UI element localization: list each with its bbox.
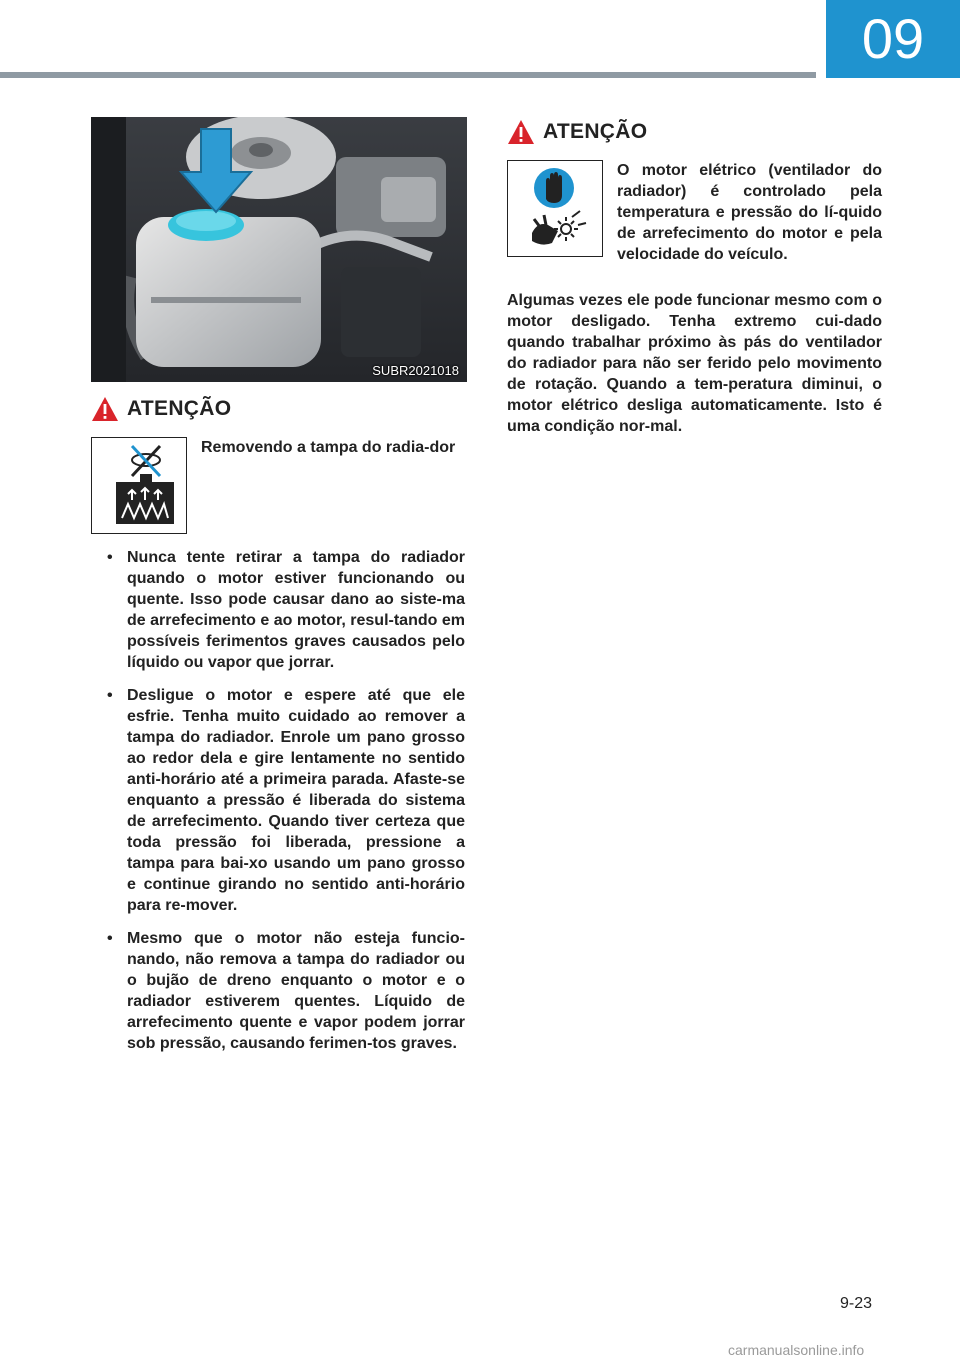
warning-title: ATENÇÃO xyxy=(127,397,232,420)
list-item: • Mesmo que o motor não esteja funcio-nando, não remova a tampa do radiador ou o bujão de dreno enquanto o motor e o radiador estiverem quentes. Líquido de arrefecimento quente e vapor podem jorrar sob pressão, causando ferimen-tos graves. xyxy=(107,930,465,1052)
warning-heading-right xyxy=(507,117,647,147)
radiator-cap-hot-icon xyxy=(91,437,187,534)
list-item: • Nunca tente retirar a tampa do radiador quando o motor estiver funcionando ou quente. Isso pode causar dano ao siste-ma de arrefecimento e ao motor, resul-tando em possíveis ferimentos graves causados pelo líquido ou vapor que jorrar. xyxy=(107,549,465,671)
warning-intro-left: Removendo a tampa do radia-dor xyxy=(201,439,456,456)
warning-triangle-icon xyxy=(91,396,119,422)
warning-intro-right: O motor elétrico (ventilador do radiador) é controlado pela temperatura e pressão do lí-quido de arrefecimento do motor e pela velocidade do veículo. xyxy=(617,162,882,263)
engine-coolant-reservoir-photo xyxy=(91,117,467,382)
warning-bullet-list xyxy=(107,547,465,1066)
header-rule xyxy=(0,72,816,78)
warning-body-right: Algumas vezes ele pode funcionar mesmo com o motor desligado. Tenha extremo cui-dado quando trabalhar próximo às pás do ventilador do radiador para não ser ferido pelo movimento de rotação. Quando a tem-peratura diminui, o motor elétrico desliga automaticamente. Isto é uma condição nor-mal. xyxy=(507,292,882,435)
figure-code: SUBR2021018 xyxy=(372,363,459,378)
watermark: carmanualsonline.info xyxy=(728,1342,865,1358)
warning-triangle-icon xyxy=(507,119,535,145)
chapter-tab: 09 xyxy=(826,0,960,78)
page-number: 9-23 xyxy=(840,1295,873,1312)
list-item: • Desligue o motor e espere até que ele esfrie. Tenha muito cuidado ao remover a tampa do radiador. Enrole um pano grosso ao redor dela e gire lentamente no sentido anti-horário até a primeira parada. Afaste-se enquanto a pressão é liberada do sistema de arrefecimento. Quando tiver certeza que toda pressão foi liberada, pressione a tampa para bai-xo usando um pano grosso e continue girando no sentido anti-horário para re-mover. xyxy=(107,687,465,914)
warning-title: ATENÇÃO xyxy=(543,120,648,143)
warning-heading-left xyxy=(91,394,231,424)
hand-stop-fan-icon xyxy=(507,160,603,257)
